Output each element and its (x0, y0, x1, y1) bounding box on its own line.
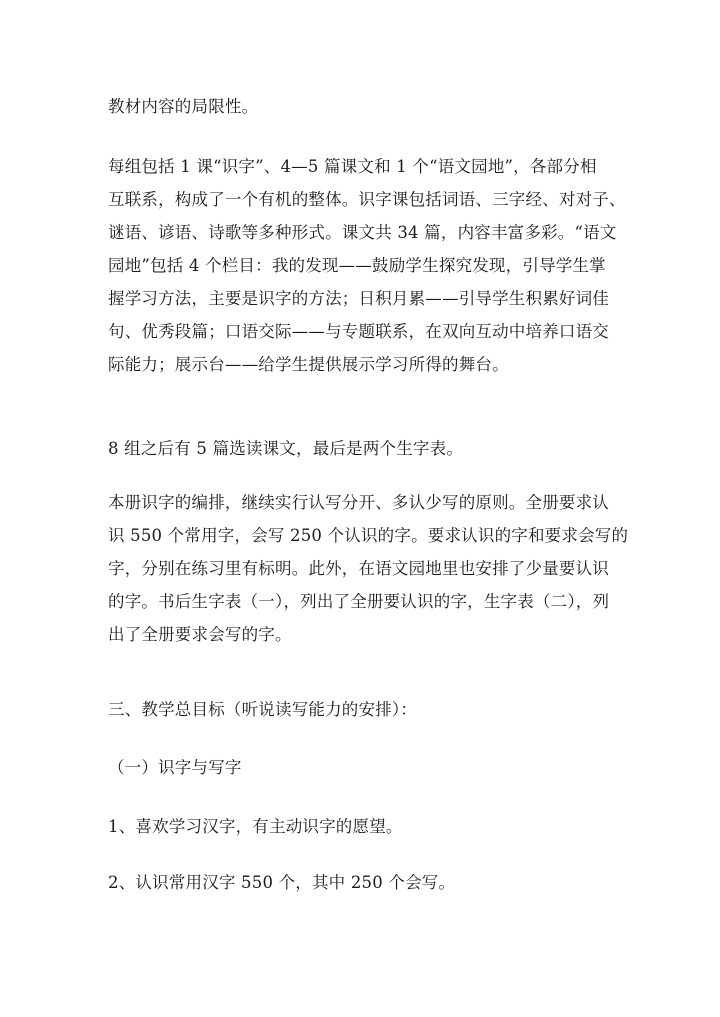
text-line: （一）识字与写字 (108, 758, 242, 777)
paragraph-unit-structure (108, 150, 626, 381)
text-line: 际能力；展示台——给学生提供展示学习所得的舞台。 (108, 355, 509, 374)
text-line: 字，分别在练习里有标明。此外，在语文园地里也安排了少量要认识 (108, 559, 609, 578)
text-line: 2、认识常用汉字 550 个，其中 250 个会写。 (108, 873, 456, 892)
paragraph-character-arrangement (108, 486, 629, 651)
text-line: 三、教学总目标（听说读写能力的安排）： (108, 700, 418, 719)
paragraph-reading-texts (108, 432, 616, 465)
goal-item-1 (108, 810, 616, 843)
paragraph-intro-tail (108, 90, 616, 123)
text-line: 句、优秀段篇；口语交际——与专题联系，在双向互动中培养口语交 (108, 322, 609, 341)
text-line: 的字。书后生字表（一），列出了全册要认识的字，生字表（二），列 (108, 592, 610, 611)
text-line: 出了全册要求会写的字。 (108, 625, 292, 644)
text-line: 识 550 个常用字，会写 250 个认识的字。要求认识的字和要求会写的 (108, 526, 629, 545)
goal-item-2 (108, 866, 616, 899)
subsection-heading-literacy (108, 751, 616, 784)
text-line: 握学习方法，主要是识字的方法；日积月累——引导学生积累好词佳 (108, 289, 609, 308)
text-line: 谜语、谚语、诗歌等多种形式。课文共 34 篇，内容丰富多彩。“语文 (108, 223, 617, 242)
text-line: 8 组之后有 5 篇选读课文，最后是两个生字表。 (108, 439, 464, 458)
section-heading-teaching-goals (108, 693, 616, 726)
text-line: 每组包括 1 课“识字”、4—5 篇课文和 1 个“语文园地”，各部分相 (108, 157, 597, 176)
text-line: 互联系，构成了一个有机的整体。识字课包括词语、三字经、对对子、 (108, 190, 626, 209)
text-line: 本册识字的编排，继续实行认写分开、多认少写的原则。全册要求认 (108, 493, 609, 512)
text-line: 园地”包括 4 个栏目：我的发现——鼓励学生探究发现，引导学生掌 (108, 256, 606, 275)
text-line: 1、喜欢学习汉字，有主动识字的愿望。 (108, 817, 403, 836)
text-line: 教材内容的局限性。 (108, 97, 259, 116)
